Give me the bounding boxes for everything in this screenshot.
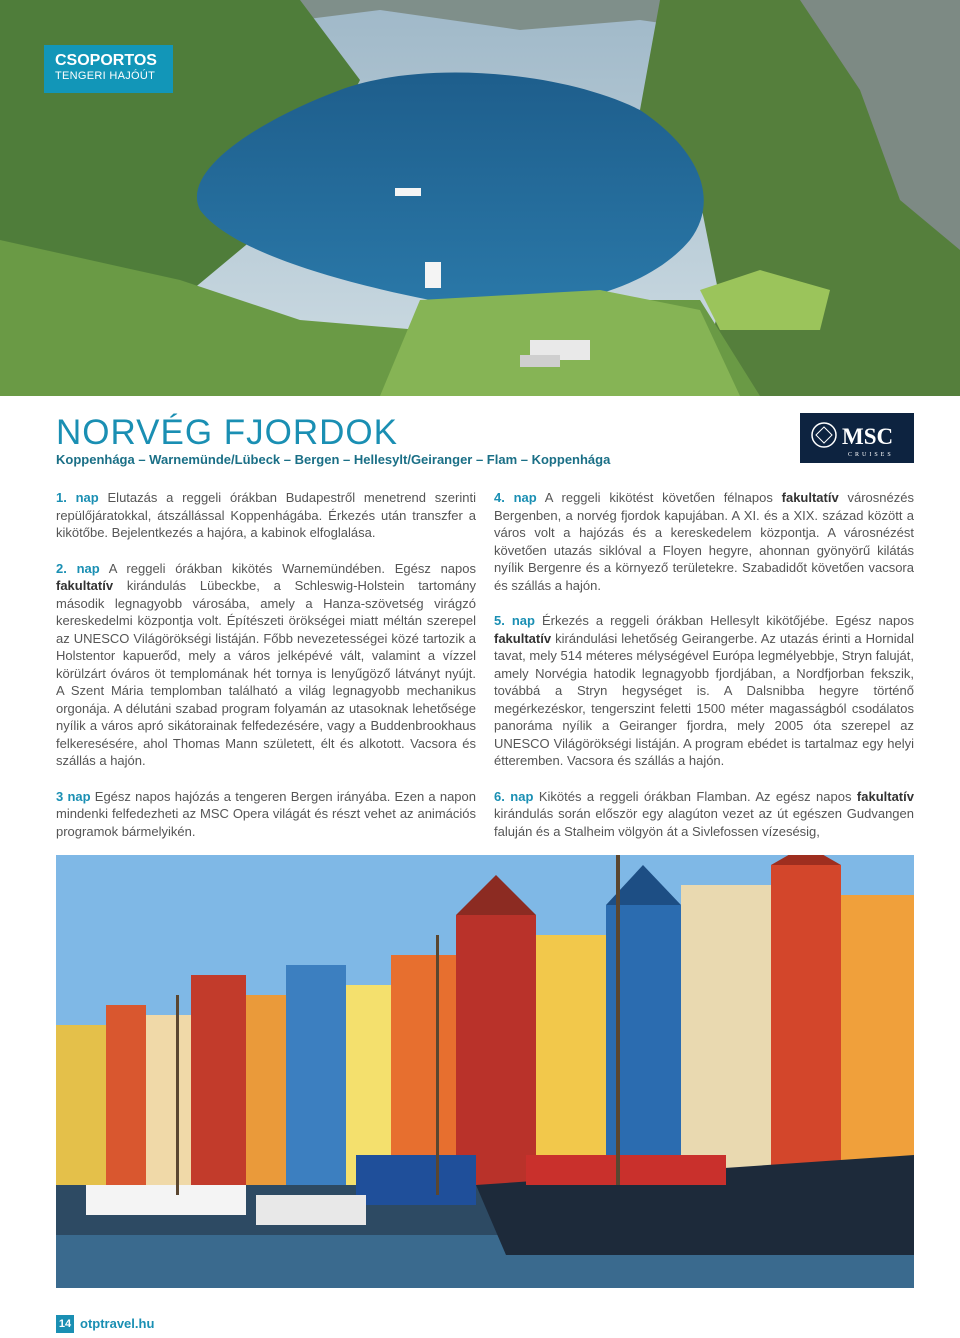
- day-2-label: 2. nap: [56, 560, 100, 576]
- day-6-text-b: kirándulás során először egy alagúton vezet az út egészen Gudvangen faluján és a Stalheim völgyön át a Sivlefossen vízesésig,: [494, 806, 914, 839]
- day-4-label: 4. nap: [494, 490, 537, 505]
- day-5-label: 5. nap: [494, 613, 535, 628]
- day-5-paragraph: [494, 612, 914, 770]
- day-6-optional-keyword: fakultatív: [856, 788, 914, 804]
- harbor-houses-photo: [56, 855, 914, 1288]
- itinerary-right-column: [494, 489, 914, 858]
- day-6-text-a: Kikötés a reggeli órákban Flamban. Az egész napos: [538, 788, 852, 804]
- day-1-paragraph: [56, 489, 476, 542]
- itinerary-left-column: [56, 489, 476, 858]
- day-2-paragraph: [56, 560, 476, 770]
- day-2-text-a: A reggeli órákban kikötés Warnemündében. Egész napos: [108, 560, 476, 576]
- day-2-optional-keyword: fakultatív: [56, 578, 114, 593]
- day-4-text-b: városnézés Bergenben, a norvég fjordok kapujában. A XI. és a XIX. század között a város volt a hajózás és a kereskedelem központja. A városnézést követően utazás siklóval a Floyen hegyre, ahonnan gyönyörű kilátás nyílik Bergenre és a környező területekre. Szabadidőt követően vacsora és szállás a hajón.: [494, 490, 914, 593]
- page-number: 14: [56, 1315, 74, 1333]
- day-6-label: 6. nap: [494, 788, 534, 804]
- day-2-text-b: kirándulás Lübeckbe, a Schleswig-Holstein tartomány második legnagyobb városába, amely a Hanza-szövetség virágzó kereskedelmi központja volt. Építészeti örökségei miatt méltán szerepel az UNESCO Világörökségi listáján. Főbb nevezetességei közé tartozik a Holstentor kapuerőd, mely a város jelképévé vált, valamint a vízzel körülzárt óváros öt templomának hét tornya is lenyűgöző látványt nyújt. A Szent Mária templomban található a világ legnagyobb mechanikus orgonája. A délutáni szabad program folyamán az utasoknak lehetősége nyílik a város apró sikátorainak felfedezésére, vagy a Buddenbrookhaus felkeresésére, ahol Thomas Mann született, élt és alkotott. Vacsora és szállás a hajón.: [56, 578, 476, 768]
- svg-text:MSC: MSC: [842, 424, 894, 449]
- day-6-paragraph: [494, 788, 914, 841]
- badge-title: CSOPORTOS: [55, 52, 157, 69]
- svg-text:CRUISES: CRUISES: [848, 452, 894, 458]
- day-4-optional-keyword: fakultatív: [781, 490, 839, 505]
- day-3-label: 3 nap: [56, 788, 91, 804]
- day-5-text-a: Érkezés a reggeli órákban Hellesylt kikötőjébe. Egész napos: [541, 613, 914, 628]
- page-title: NORVÉG FJORDOK: [56, 413, 399, 452]
- msc-cruises-logo: [800, 413, 914, 463]
- day-4-text-a: A reggeli kikötést követően félnapos: [544, 490, 773, 505]
- group-cruise-badge: [44, 45, 173, 93]
- day-1-text: Elutazás a reggeli órákban Budapestről menetrend szerinti repülőjáratokkal, átszállással Koppenhágába. Érkezés után transzfer a kikötőbe. Bejelentkezés a hajóra, a kabinok elfoglalása.: [56, 490, 476, 540]
- day-3-text: Egész napos hajózás a tengeren Bergen irányába. Ezen a napon mindenki felfedezheti az MSC Opera világát és részt vehet az animációs programok bármelyikén.: [56, 788, 476, 839]
- badge-subtitle: TENGERI HAJÓÚT: [55, 70, 156, 82]
- day-5-optional-keyword: fakultatív: [494, 630, 552, 646]
- day-1-label: 1. nap: [56, 490, 99, 505]
- day-4-paragraph: [494, 489, 914, 594]
- day-5-text-b: kirándulási lehetőség Geirangerbe. Az utazás érinti a Hornidal tavat, mely 514 méteres mélységével Európa legmélyebbje, Stryn faluját, amely Norvégia hatodik legnagyobb fjordjában, a Nordfjorban fekszik, továbbá a Stryn hegységet is. A Dalsnibba hegyre történő megérkezéskor, tengerszint feletti 1500 méter magasságból csodálatos panoráma nyílik a Geiranger fjordra, mely 2005 óta szerepel az UNESCO Világörökségi listáján. A program ebédet is tartalmaz egy helyi étteremben. Vacsora és szállás a hajón.: [494, 630, 914, 768]
- route-subtitle: Koppenhága – Warnemünde/Lübeck – Bergen – Hellesylt/Geiranger – Flam – Koppenhága: [56, 452, 611, 467]
- day-3-paragraph: [56, 788, 476, 841]
- website-link[interactable]: otptravel.hu: [80, 1316, 155, 1331]
